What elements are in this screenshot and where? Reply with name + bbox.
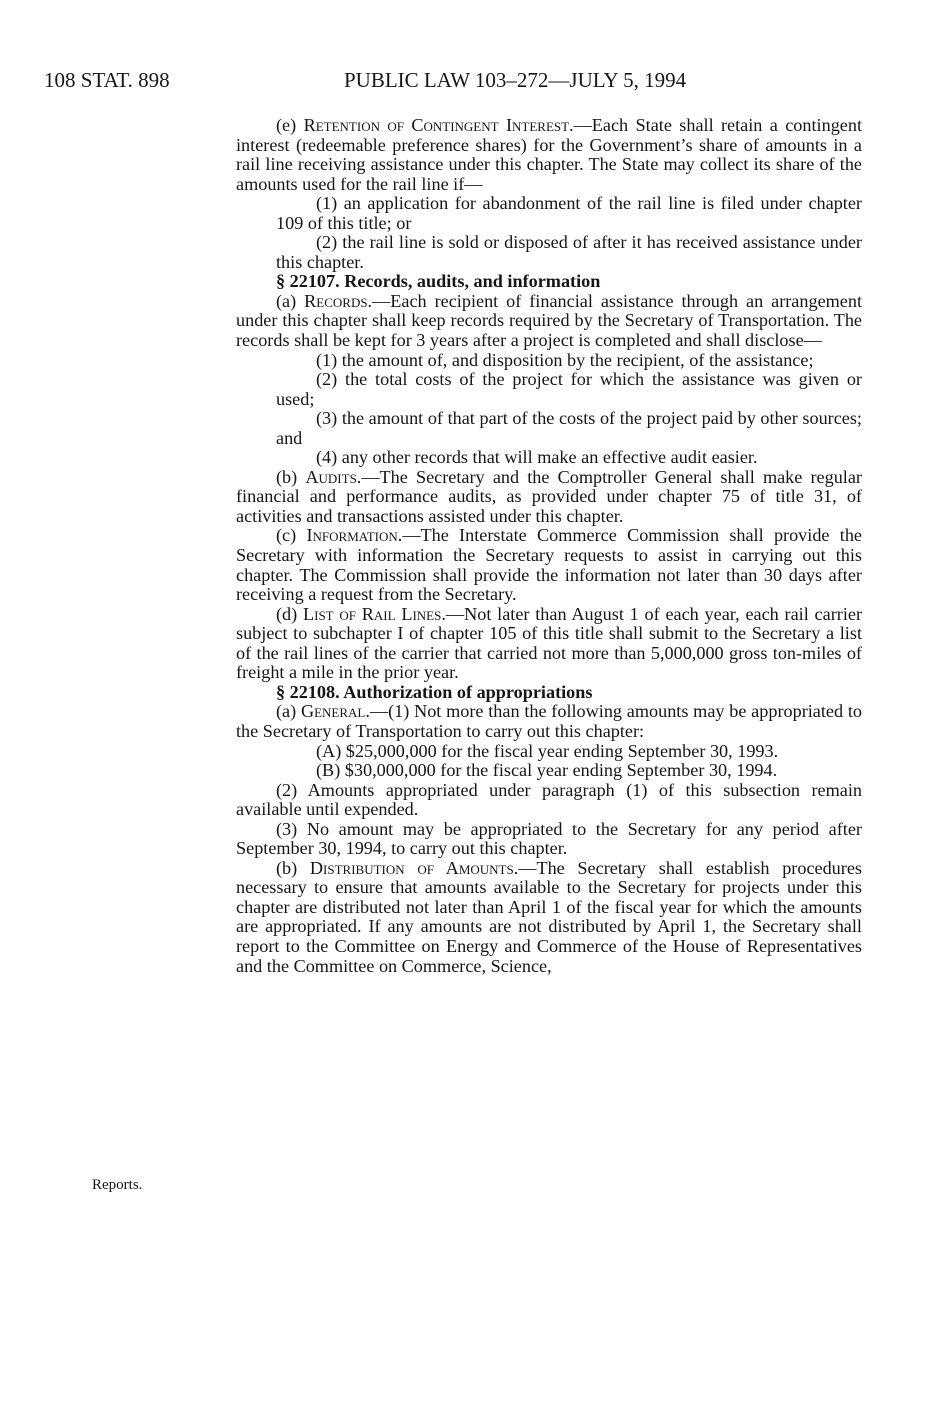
- subsection-heading: General.: [300, 701, 370, 722]
- statute-citation: 108 STAT. 898: [44, 68, 170, 92]
- subsection-heading: List of Rail Lines.: [303, 603, 446, 624]
- list-item: (2) the total costs of the project for which the assistance was given or used;: [276, 369, 862, 409]
- section-heading-22108: § 22108. Authorization of appropriations: [276, 681, 593, 702]
- paragraph-3: (3) No amount may be appropriated to the Secretary for any period after September 30, 1994, to carry out this chapter.: [236, 818, 862, 859]
- subsection-b-audits: (b) Audits.—The Secretary and the Comptroller General shall make regular financial and performance audits, as provided under chapter 75 of title 31, of activities and transactions assisted under this chapter.: [236, 466, 862, 526]
- list-item: (1) an application for abandonment of the rail line is filed under chapter 109 of this title; or: [276, 193, 862, 233]
- subsection-e: (e) Retention of Contingent Interest.—Each State shall retain a contingent interest (redeemable preference shares) for the Government’s share of amounts in a rail line receiving assistance under this chapter. The State may collect its share of the amounts used for the rail line if—: [236, 115, 863, 194]
- page-header: [44, 66, 874, 94]
- list-item: (3) the amount of that part of the costs of the project paid by other sources; and: [276, 408, 862, 448]
- subsection-heading: Retention of Contingent Interest.: [303, 115, 574, 135]
- subsection-a-general: (a) General.—(1) Not more than the following amounts may be appropriated to the Secretary of Transportation to carry out this chapter:: [236, 701, 862, 741]
- public-law-title: PUBLIC LAW 103–272—JULY 5, 1994: [344, 68, 687, 92]
- subsection-a-records: (a) Records.—Each recipient of financial assistance through an arrangement under this chapter shall keep records required by the Secretary of Transportation. The records shall be kept for 3 years after a project is completed and shall disclose—: [236, 290, 863, 351]
- list-item: (1) the amount of, and disposition by the recipient, of the assistance;: [316, 349, 814, 370]
- subsection-heading: Distribution of Amounts.: [309, 857, 519, 878]
- subsection-d-list-of-rail-lines: (d) List of Rail Lines.—Not later than August 1 of each year, each rail carrier subject to subchapter I of chapter 105 of this title shall submit to the Secretary a list of the rail lines of the carrier that carried not more than 5,000,000 gross ton-miles of freight a mile in the prior year.: [236, 603, 862, 683]
- section-heading-22107: § 22107. Records, audits, and information: [276, 271, 601, 292]
- list-item: (4) any other records that will make an effective audit easier.: [316, 447, 758, 468]
- subsection-heading: Information.: [306, 525, 403, 546]
- subsection-heading: Records.: [304, 290, 373, 311]
- paragraph-2: (2) Amounts appropriated under paragraph (1) of this subsection remain available until expended.: [236, 779, 862, 820]
- list-item: (A) $25,000,000 for the fiscal year ending September 30, 1993.: [316, 740, 779, 761]
- subsection-b-distribution: (b) Distribution of Amounts.—The Secretary shall establish procedures necessary to ensure that amounts available to the Secretary for projects under this chapter are distributed not later than April 1 of the fiscal year for which the amounts are appropriated. If any amounts are not distributed by April 1, the Secretary shall report to the Committee on Energy and Commerce of the House of Representatives and the Committee on Commerce, Science,: [236, 857, 862, 976]
- margin-note-reports: Reports.: [92, 1177, 143, 1193]
- subsection-heading: Audits.: [305, 466, 362, 487]
- list-item: (B) $30,000,000 for the fiscal year ending September 30, 1994.: [316, 760, 778, 781]
- list-item: (2) the rail line is sold or disposed of after it has received assistance under this chapter.: [276, 232, 862, 272]
- subsection-c-information: (c) Information.—The Interstate Commerce Commission shall provide the Secretary with information the Secretary requests to assist in carrying out this chapter. The Commission shall provide the information not later than 30 days after receiving a request from the Secretary.: [236, 525, 862, 605]
- main-text: [236, 116, 862, 976]
